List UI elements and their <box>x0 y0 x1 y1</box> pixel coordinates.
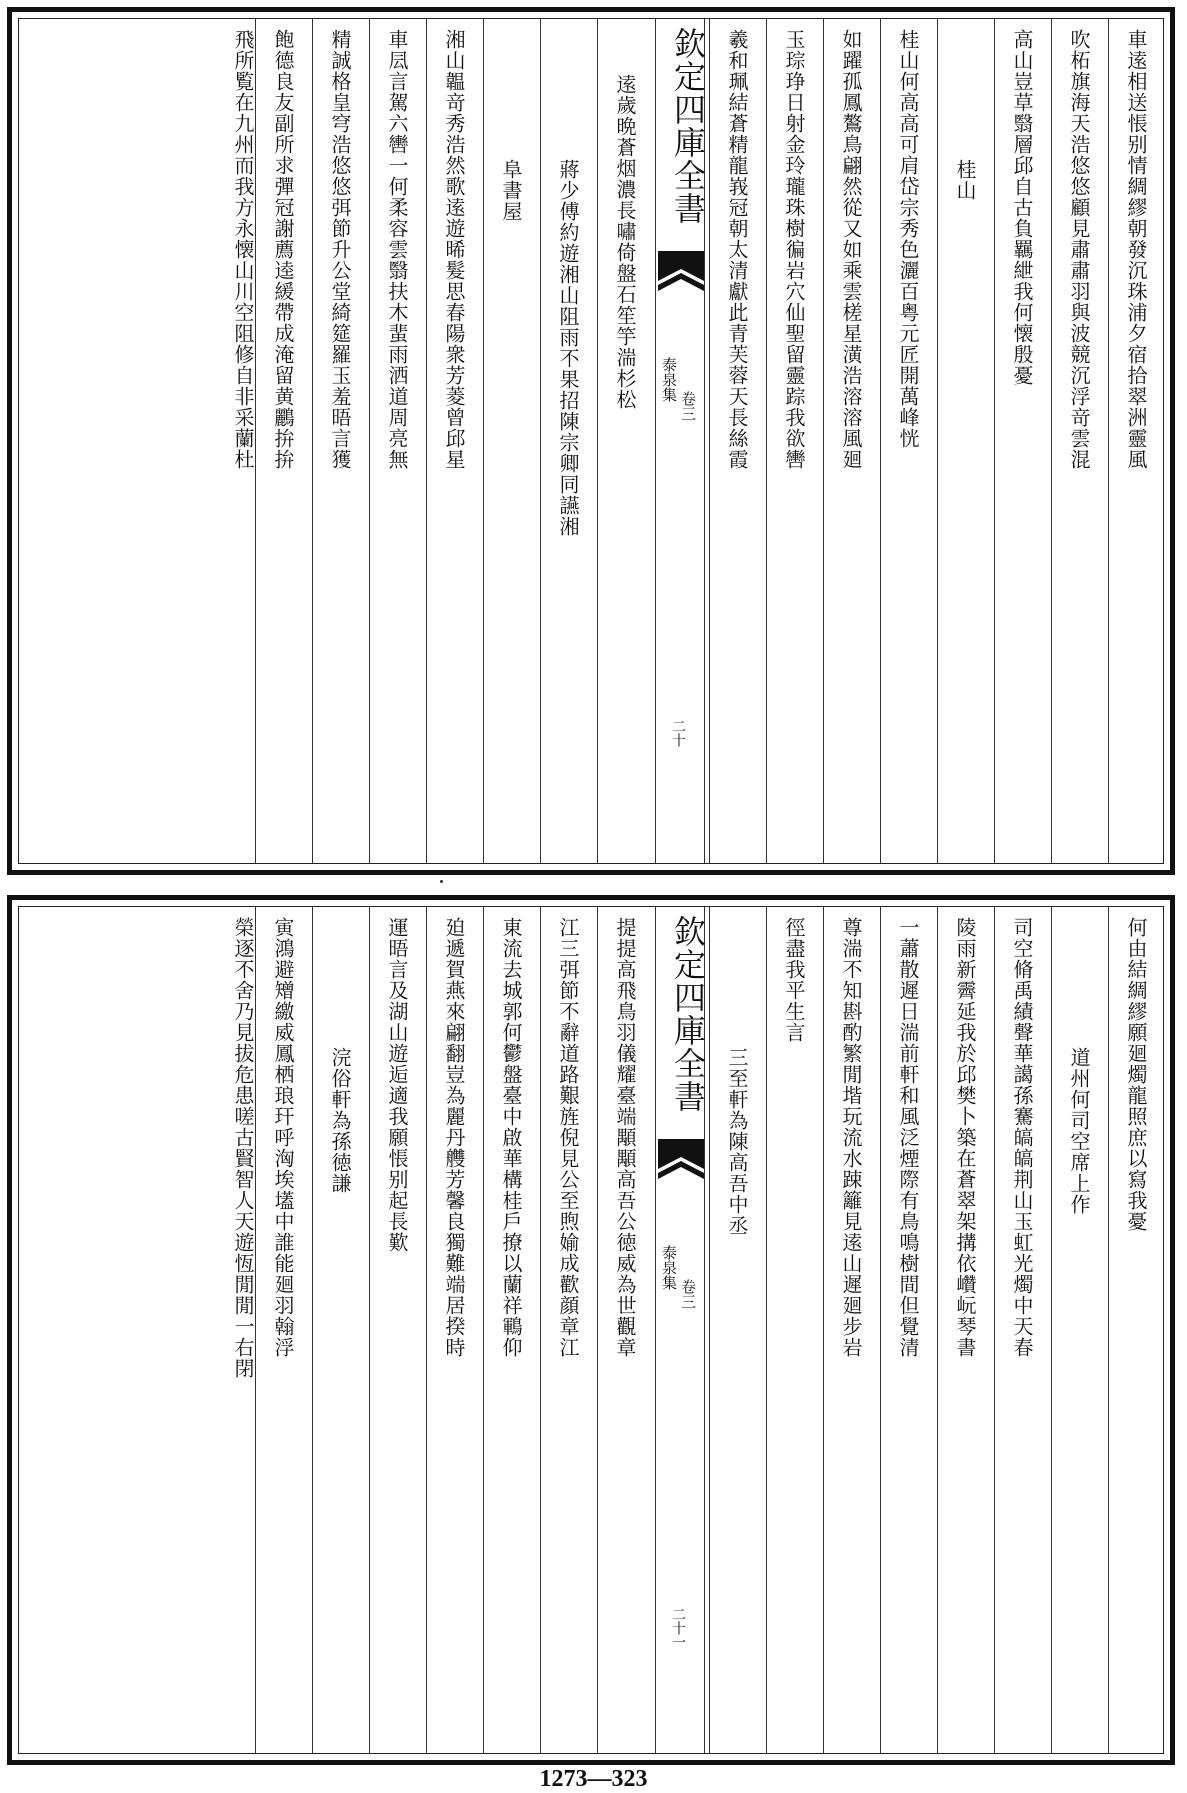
text-column <box>426 907 481 1753</box>
column-text: 車凨言駕六轡一何柔容雲翳扶木蜚雨洒道周亮無 <box>385 29 409 470</box>
text-column <box>880 907 935 1753</box>
top-page-frame <box>7 7 1175 875</box>
column-text: 提提高飛鳥羽儀耀臺端顒顒高吾公徳威為世觀章 <box>613 917 637 1358</box>
poem-title: 蔣少傅約遊湘山阻雨不果招陳宗卿同讌湘 <box>556 159 580 537</box>
book-title: 泰泉集 <box>660 357 678 402</box>
column-text: 桂山何高高可肩岱宗秀色灑百粤元匠開萬峰恍 <box>896 29 920 449</box>
column-text: 飛所覧在九州而我方永懐山川空阻修自非采蘭杜 <box>231 29 255 470</box>
column-text: 玉琮琤日射金玲瓏珠樹徧岩穴仙聖留靈踪我欲轡 <box>782 29 806 470</box>
fish-tail-mark-icon <box>658 1139 704 1187</box>
reprint-page-number: 1273—323 <box>539 1766 648 1792</box>
text-column <box>255 19 310 863</box>
text-column <box>766 19 821 863</box>
column-text: 如躍孤鳳鷔鳥翩然從又如乘雲槎星潢浩溶溶風廻 <box>839 29 863 470</box>
poem-title: 浣俗軒為孫徳謙 <box>328 1047 352 1194</box>
text-column <box>709 19 764 863</box>
column-text: 運晤言及湖山遊逅適我願悵别起長歎 <box>385 917 409 1253</box>
column-text: 徑盡我平生言 <box>782 917 806 1043</box>
column-text: 何由結綢繆願廻燭龍照庶以寫我憂 <box>1124 917 1148 1232</box>
text-column <box>823 19 878 863</box>
text-column <box>483 907 538 1753</box>
column-text: 寅鴻避矰繳威鳳栖琅玕呼洶埃壒中誰能廻羽翰浮 <box>271 917 295 1358</box>
text-column <box>483 19 538 863</box>
juan-label: 卷三 <box>679 391 697 421</box>
poem-title: 桂山 <box>953 159 977 201</box>
column-text: 東流去城郭何鬱盤臺中啟華構桂戶撩以蘭祥鶤仰 <box>499 917 523 1358</box>
fish-tail-mark-icon <box>658 251 704 299</box>
column-text: 吹柘旗海天浩悠悠顧見肅肅羽與波競沉浮竒雲混 <box>1067 29 1091 470</box>
juan-label: 卷三 <box>679 1279 697 1309</box>
column-text: 逺歲晩蒼烟濃長嘯倚盤石笙竽湍杉松 <box>613 74 637 410</box>
column-text: 飽德良友副所求彈冠謝薦逵緩帶成淹留黄鸝拚拚 <box>271 29 295 470</box>
text-column <box>709 907 764 1753</box>
book-title: 泰泉集 <box>660 1245 678 1290</box>
column-text: 精誠格皇穹浩悠悠弭節升公堂綺筵羅玉羞晤言獲 <box>328 29 352 470</box>
text-column <box>369 907 424 1753</box>
text-column <box>597 907 652 1753</box>
text-column <box>880 19 935 863</box>
text-column <box>1108 907 1163 1753</box>
text-column <box>312 907 367 1753</box>
text-column <box>1051 19 1106 863</box>
column-text: 車逺相送悵别情綢繆朝發沉珠浦夕宿拾翠洲靈風 <box>1124 29 1148 470</box>
text-column <box>597 19 652 863</box>
text-column <box>540 907 595 1753</box>
text-column <box>1051 907 1106 1753</box>
bottom-page-inner-frame <box>18 906 1164 1754</box>
text-column <box>540 19 595 863</box>
text-column <box>766 907 821 1753</box>
text-column <box>369 19 424 863</box>
block-center-banner <box>655 19 705 863</box>
column-text: 廹遞賀燕來翩翻豈為麗丹艭芳馨良獨難端居揆時 <box>442 917 466 1358</box>
poem-title: 三至軒為陳高吾中丞 <box>725 1047 749 1236</box>
text-column <box>994 907 1049 1753</box>
text-column <box>426 19 481 863</box>
poem-title: 道州何司空席上作 <box>1067 1047 1091 1215</box>
text-column <box>823 907 878 1753</box>
column-text: 陵雨新霽延我於邱樊卜築在蒼翠架搆依巑岏琴書 <box>953 917 977 1358</box>
text-column <box>937 19 992 863</box>
column-text: 榮逐不舍乃見拔危患嗟古賢智人天遊恆閒閒一右閉 <box>231 917 255 1379</box>
column-text: 司空脩禹績聲華譪孫騫皜皜荆山玉虹光燭中天春 <box>1010 917 1034 1358</box>
text-column <box>18 19 253 863</box>
column-text: 湘山韞竒秀浩然歌逺遊晞髮思春陽衆芳菱曾邱星 <box>442 29 466 470</box>
block-center-banner <box>655 907 705 1753</box>
column-text: 尊湍不知斟酌繁閒堦玩流水踈籬見逺山遲廻步岩 <box>839 917 863 1358</box>
column-text: 高山豈草翳層邱自古負羈紲我何懐殷憂 <box>1010 29 1034 386</box>
column-text: 江三弭節不辭道路艱旌倪見公至煦媮成歡顔章江 <box>556 917 580 1358</box>
folio-number: 二十 <box>670 719 686 747</box>
column-text: 羲和珮結蒼精龍峩冠朝太清獻此青芙蓉天長絲霞 <box>725 29 749 470</box>
text-column <box>255 907 310 1753</box>
scan-speck <box>440 880 443 883</box>
collection-title: 欽定四庫全書 <box>669 915 707 1113</box>
text-column <box>312 19 367 863</box>
poem-title-continued: 阜書屋 <box>499 159 523 222</box>
text-column <box>1108 19 1163 863</box>
top-page-inner-frame <box>18 18 1164 864</box>
bottom-page-frame <box>7 895 1175 1765</box>
text-column <box>18 907 253 1753</box>
text-column <box>994 19 1049 863</box>
text-column <box>937 907 992 1753</box>
collection-title: 欽定四庫全書 <box>669 27 707 225</box>
folio-number: 二十一 <box>670 1607 686 1649</box>
column-text: 一蕭散遲日湍前軒和風泛煙際有鳥鳴樹間但覺清 <box>896 917 920 1358</box>
